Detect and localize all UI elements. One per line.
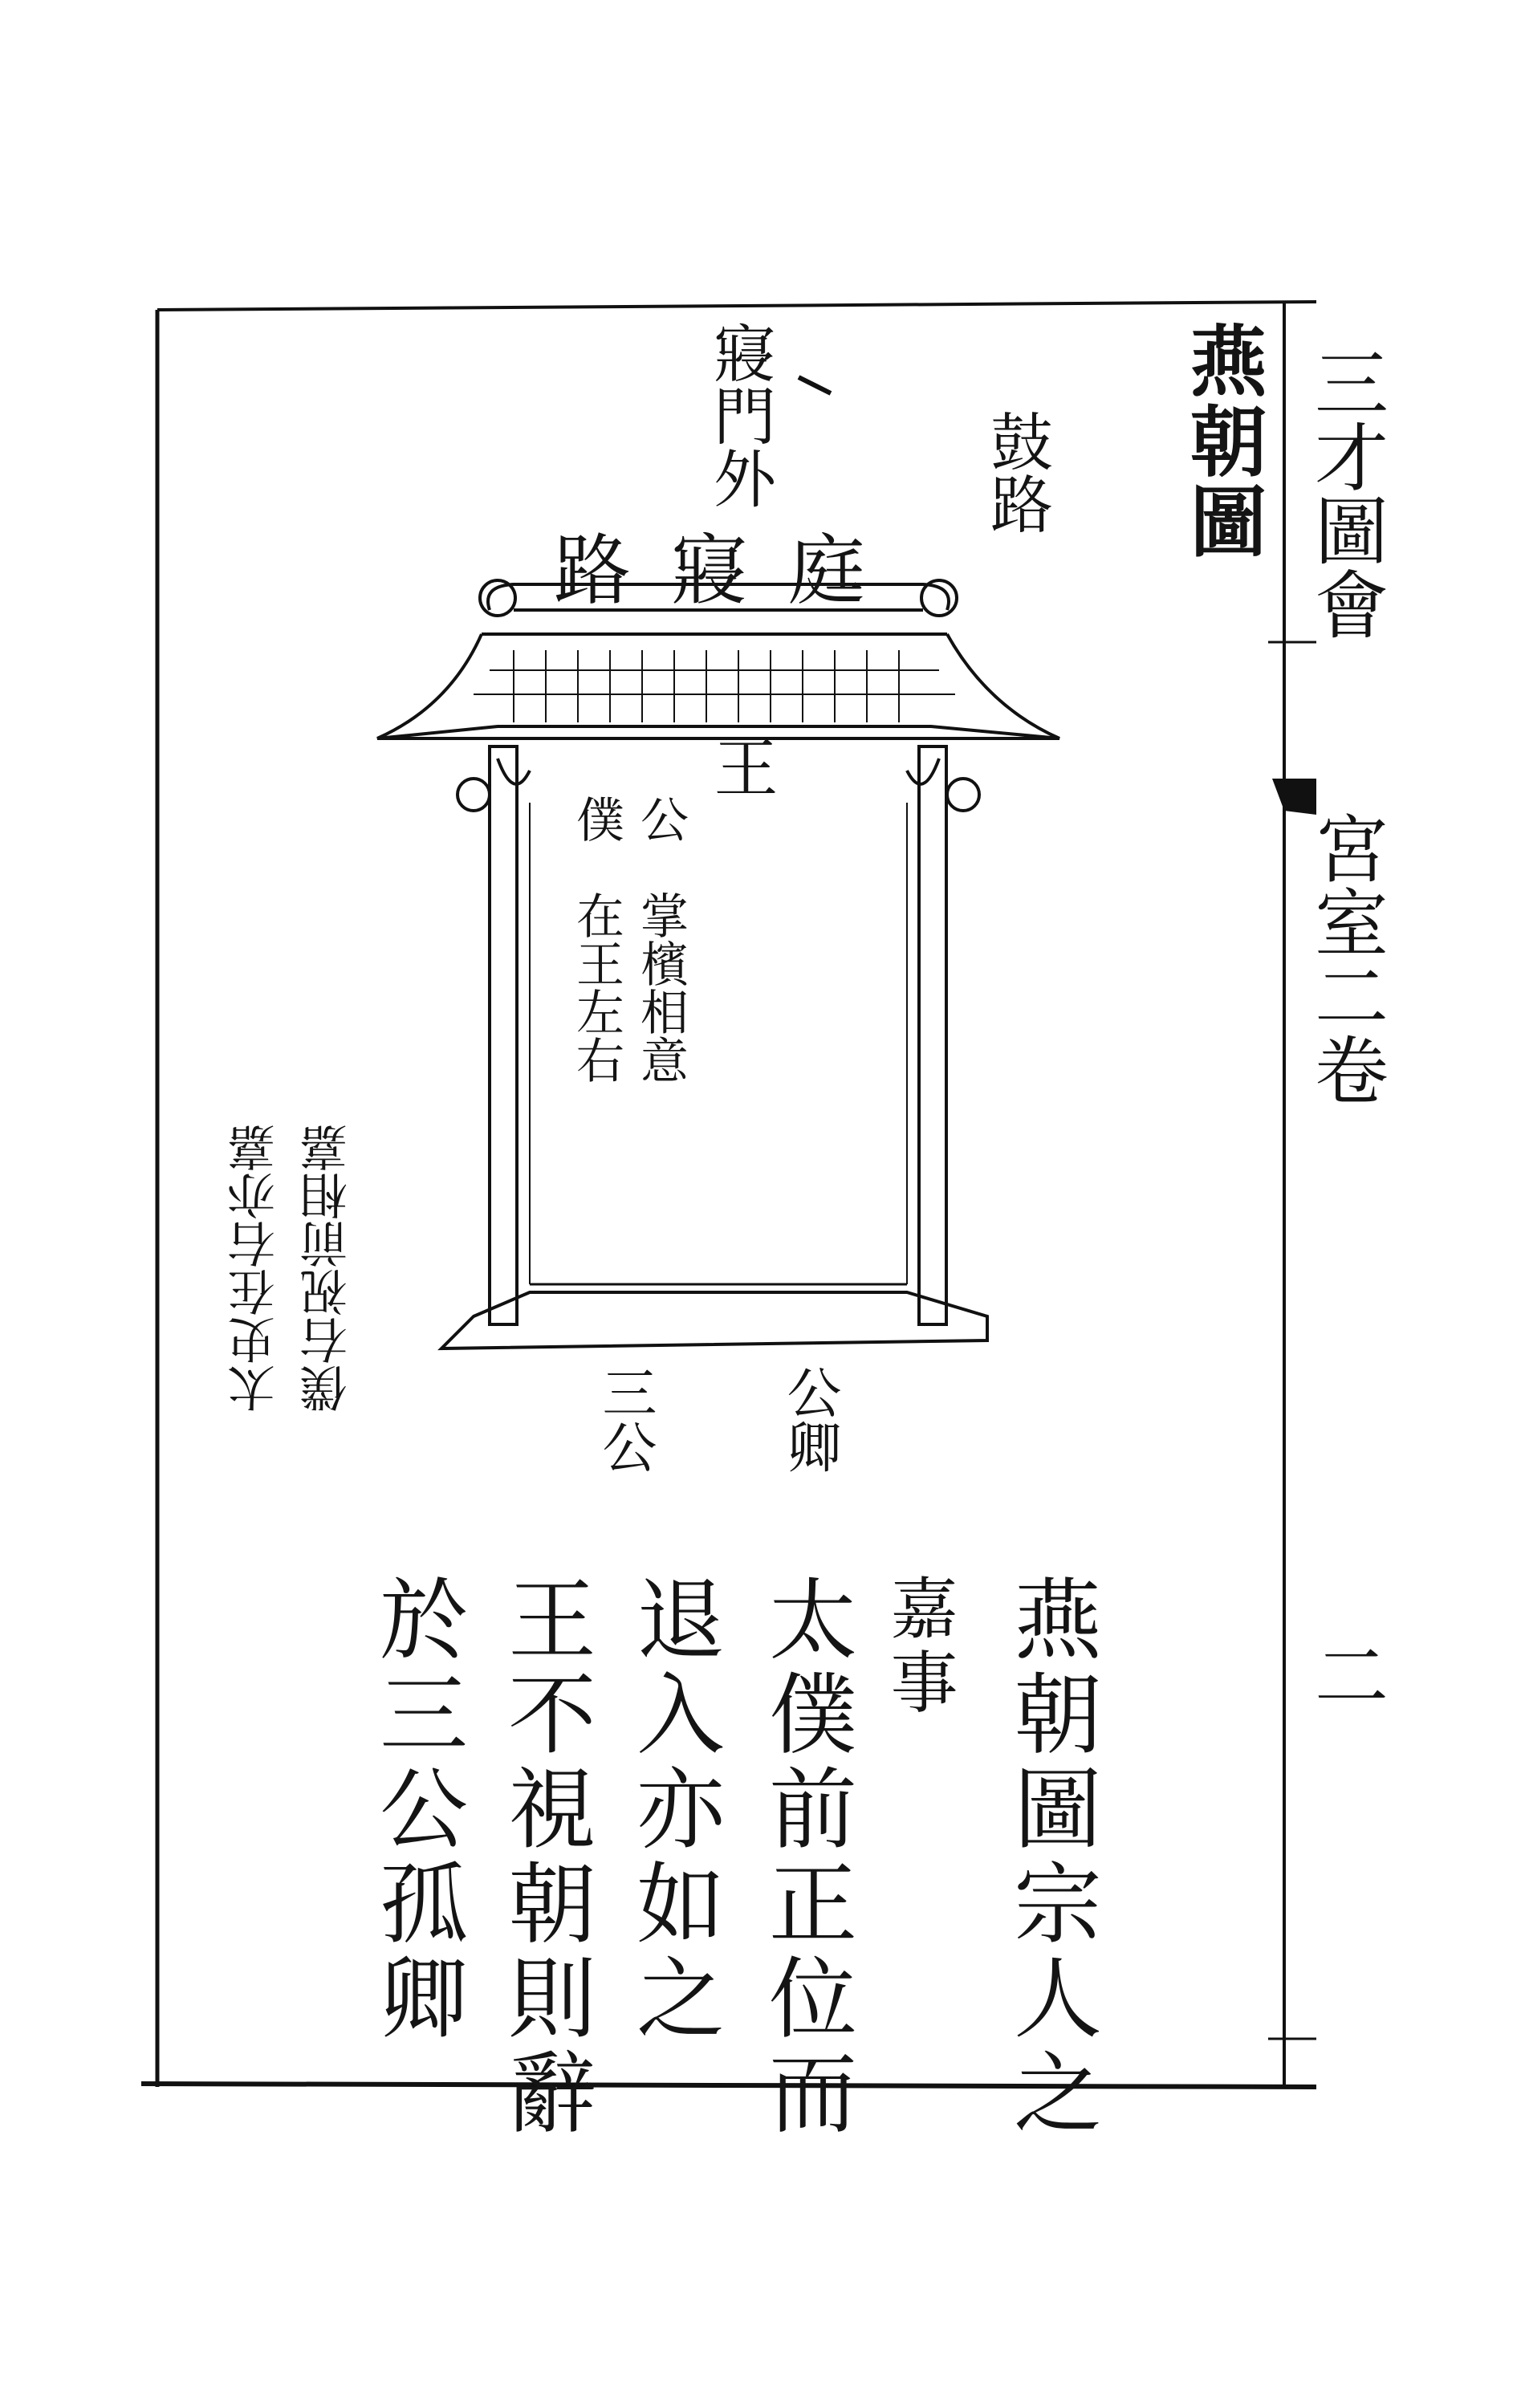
courtyard-char: 寢 [671,526,788,616]
text-column: 於三公孤卿 [365,1573,468,2047]
left-note: 僕右祝前相嘉 [299,1124,356,1413]
courtyard-char: 路 [554,526,671,616]
fish-tail-mark [1272,779,1316,815]
inner-column: 僕 [568,795,624,843]
king-label: 王 [703,734,778,799]
left-note: 太史在右亦嘉 [227,1124,283,1413]
text-column: 王不視朝則辭 [494,1573,596,2142]
text-column: 嘉事 [880,1573,958,1721]
text-column: 燕朝圖宗人之 [999,1573,1102,2142]
figure-title: 燕朝圖 [1177,321,1268,562]
text-column: 太僕前正位而 [754,1573,857,2142]
inner-column: 公 [632,795,689,843]
bottom-label: 公卿 [778,1365,841,1474]
inner-column: 掌檳相意 [632,891,689,1084]
inner-column: 在王左右 [568,891,624,1084]
bottom-label: 三公 [593,1365,657,1474]
margin-section: 宮室二卷 [1303,811,1389,1106]
courtyard-char: 庭 [788,526,905,616]
margin-book-title: 三才圖會 [1303,345,1389,641]
courtyard-label [554,510,905,620]
frame-bottom-line [141,2084,1316,2087]
text-column: 退入亦如之 [622,1573,725,2047]
gate-label: 寢門外 [703,321,775,509]
margin-page-number: 二 [1303,1637,1389,1711]
frame-top-line [157,302,1316,310]
pavilion-drawing [377,580,1059,1348]
figure-side-note: 鼓路 [980,409,1052,535]
